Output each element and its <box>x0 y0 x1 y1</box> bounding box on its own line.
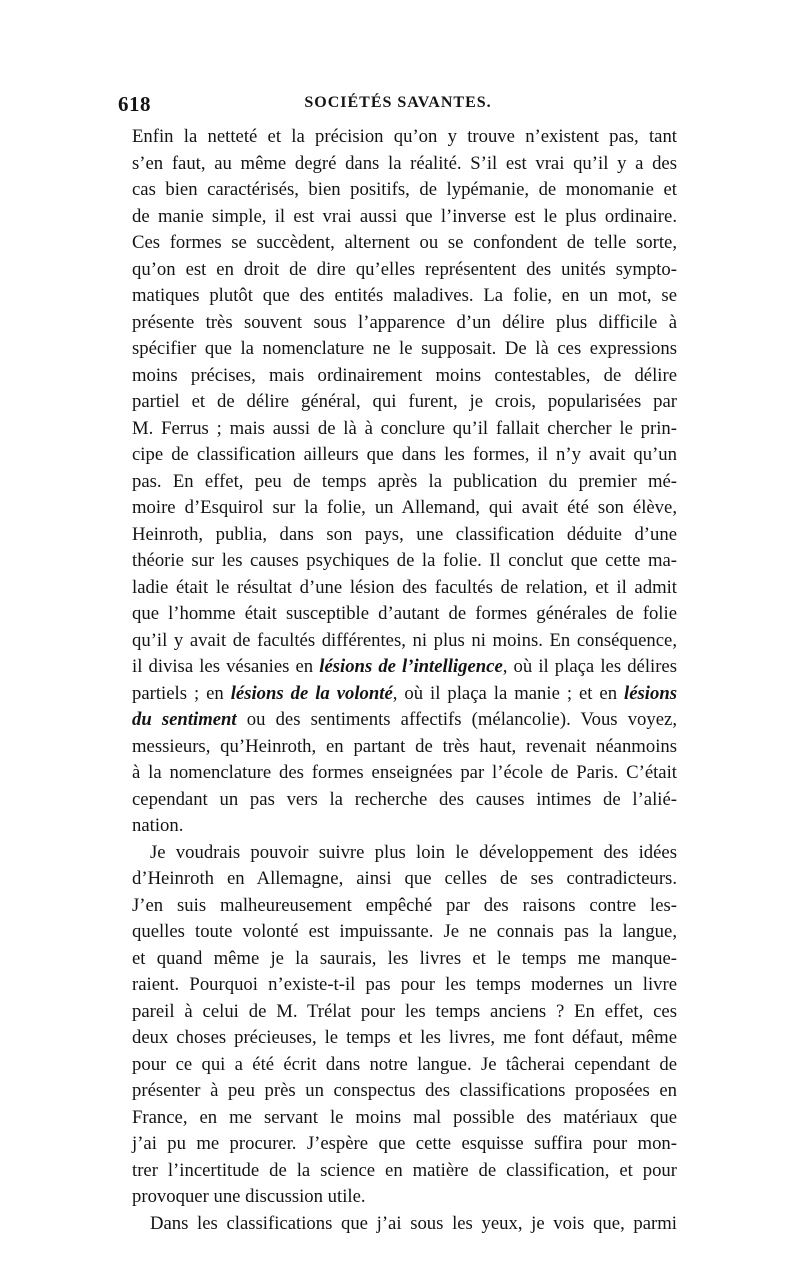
text-line-with-italic <box>132 654 677 681</box>
text-line: messieurs, qu’Heinroth, en partant de très haut, revenait néanmoins <box>132 735 677 757</box>
text-line: pour ce qui a été écrit dans notre langue. Je tâcherai cependant de <box>132 1053 677 1075</box>
text-run: il divisa les vésanies en <box>132 656 320 677</box>
text-line: France, en me servant le moins mal possible des matériaux que <box>132 1106 677 1128</box>
italic-term: lésions <box>624 682 677 704</box>
text-line: qu’on est en droit de dire qu’elles représentent des unités sympto- <box>132 258 677 280</box>
running-head <box>118 92 678 116</box>
text-line-with-italic <box>132 707 677 734</box>
text-line: cas bien caractérisés, bien positifs, de lypémanie, de monomanie et <box>132 179 677 200</box>
italic-term: du sentiment <box>132 709 237 730</box>
text-line: qu’il y avait de facultés différentes, ni plus ni moins. En conséquence, <box>132 629 677 651</box>
text-line: Je voudrais pouvoir suivre plus loin le développement des idées <box>150 841 677 863</box>
text-line: nation. <box>132 815 184 836</box>
text-line: moins précises, mais ordinairement moins contestables, de délire <box>132 364 677 386</box>
text-run: ou des sentiments affectifs (mélancolie). Vous voyez, <box>236 709 677 730</box>
body-text <box>132 124 677 1237</box>
text-line: d’Heinroth en Allemagne, ainsi que celles de ses contradicteurs. <box>132 868 677 889</box>
text-line: de manie simple, il est vrai aussi que l’inverse est le plus ordinaire. <box>132 205 677 227</box>
text-line: M. Ferrus ; mais aussi de là à conclure qu’il fallait chercher le prin- <box>132 417 677 439</box>
italic-term: lésions de la volonté <box>230 682 393 704</box>
text-line: cipe de classification ailleurs que dans les formes, il n’y avait qu’un <box>132 444 677 465</box>
text-line: pareil à celui de M. Trélat pour les temps anciens ? En effet, ces <box>132 1000 677 1022</box>
text-line: que l’homme était susceptible d’autant de formes générales de folie <box>132 603 677 624</box>
italic-term: lésions de l’intelligence <box>319 656 503 677</box>
text-line: trer l’incertitude de la science en matière de classification, et pour <box>132 1159 677 1181</box>
text-run: partiels ; en <box>132 682 231 704</box>
text-line: quelles toute volonté est impuissante. Je ne connais pas la langue, <box>132 921 677 942</box>
text-line: Dans les classifications que j’ai sous les yeux, je vois que, parmi <box>150 1212 677 1234</box>
page-number: 618 <box>118 92 151 116</box>
text-line: Ces formes se succèdent, alternent ou se confondent de telle sorte, <box>132 232 677 253</box>
running-title: SOCIÉTÉS SAVANTES. <box>304 94 492 111</box>
text-line-with-italic <box>132 681 677 708</box>
text-line: raient. Pourquoi n’existe-t-il pas pour les temps modernes un livre <box>132 974 677 995</box>
text-line: matiques plutôt que des entités maladives. La folie, en un mot, se <box>132 285 677 306</box>
text-line: s’en faut, au même degré dans la réalité. S’il est vrai qu’il y a des <box>132 152 677 174</box>
text-line: j’ai pu me procurer. J’espère que cette esquisse suffira pour mon- <box>132 1133 677 1154</box>
text-line: provoquer une discussion utile. <box>132 1186 366 1207</box>
text-line: deux choses précieuses, le temps et les livres, me font défaut, même <box>132 1027 677 1048</box>
text-line: et quand même je la saurais, les livres et le temps me manque- <box>132 947 677 969</box>
text-line: cependant un pas vers la recherche des causes intimes de l’alié- <box>132 788 677 810</box>
text-line: Enfin la netteté et la précision qu’on y trouve n’existent pas, tant <box>132 126 677 147</box>
text-line: théorie sur les causes psychiques de la folie. Il conclut que cette ma- <box>132 550 677 571</box>
text-line: ladie était le résultat d’une lésion des facultés de relation, et il admit <box>132 576 677 598</box>
text-line: partiel et de délire général, qui furent, je crois, popularisées par <box>132 391 677 412</box>
text-line: moire d’Esquirol sur la folie, un Allemand, qui avait été son élève, <box>132 497 677 518</box>
text-run: , où il plaça les délires <box>502 656 678 677</box>
text-line: J’en suis malheureusement empêché par des raisons contre les- <box>132 894 677 916</box>
text-line: présenter à peu près un conspectus des classifications proposées en <box>132 1080 677 1101</box>
text-run: , où il plaça la manie ; et en <box>392 682 625 704</box>
text-line: présente très souvent sous l’apparence d’un délire plus difficile à <box>132 311 677 333</box>
text-line: pas. En effet, peu de temps après la publication du premier mé- <box>132 470 677 492</box>
text-line: à la nomenclature des formes enseignées par l’école de Paris. C’était <box>132 762 677 783</box>
text-line: spécifier que la nomenclature ne le supposait. De là ces expressions <box>132 338 677 359</box>
text-line: Heinroth, publia, dans son pays, une classification déduite d’une <box>132 523 677 545</box>
